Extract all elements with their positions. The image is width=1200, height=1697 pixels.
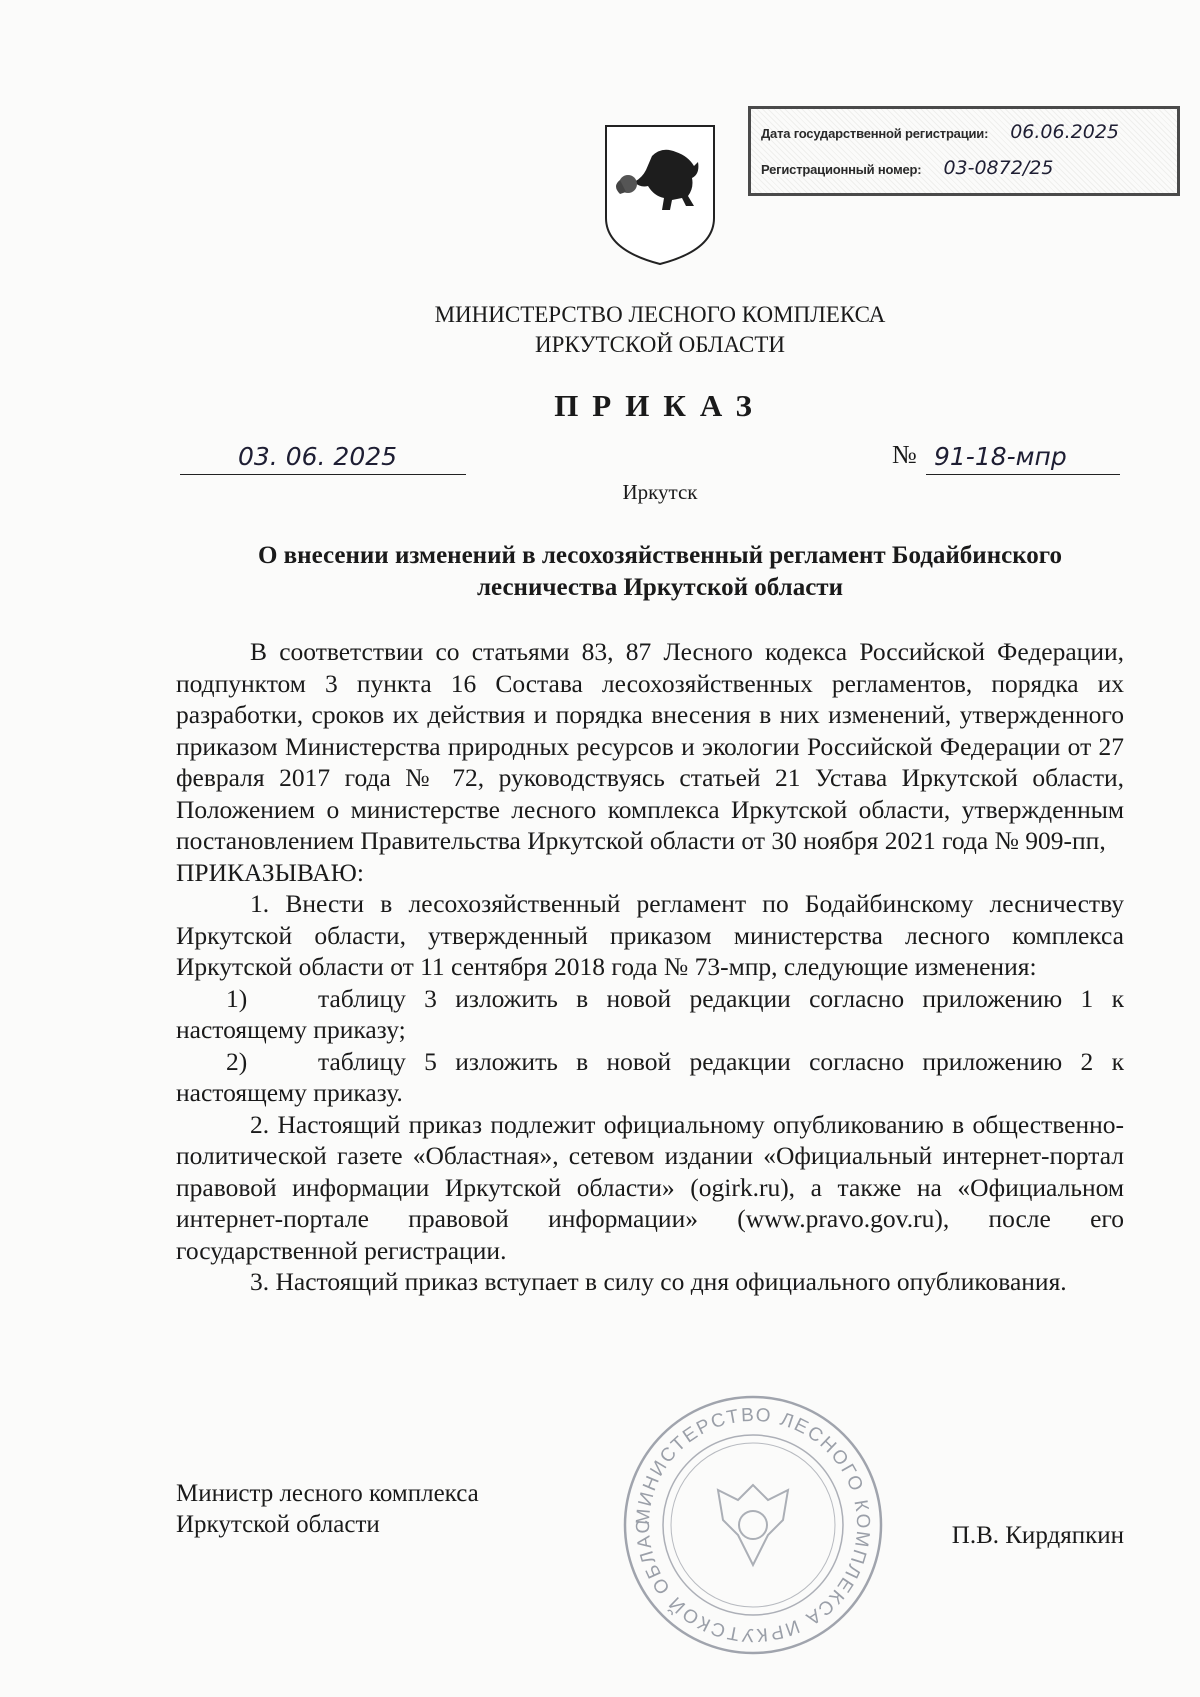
registration-stamp [748, 106, 1180, 196]
subitem-1-number: 1) [226, 983, 248, 1013]
registration-date-label: Дата государственной регистрации: [761, 126, 989, 141]
subitem-2-number: 2) [226, 1046, 248, 1076]
city-name: Иркутск [622, 480, 698, 504]
order-word: ПРИКАЗЫВАЮ: [176, 857, 364, 887]
registration-number-label: Регистрационный номер: [761, 162, 922, 177]
item-3-paragraph: 3. Настоящий приказ вступает в силу со дня официального опубликования. [250, 1267, 1067, 1296]
document-title [190, 540, 1130, 604]
order-date: 03. 06. 2025 [238, 442, 398, 471]
signer-position [176, 1478, 479, 1540]
official-seal [618, 1390, 888, 1660]
order-date-field [180, 444, 466, 475]
ministry-name-line2: ИРКУТСКОЙ ОБЛАСТИ [534, 332, 785, 357]
order-number-line [926, 444, 1120, 475]
signer-position-line2: Иркутской области [176, 1511, 380, 1538]
subitem-1-text: таблицу 3 изложить в новой редакции согласно приложению 1 к настоящему приказу; [176, 983, 1124, 1044]
item-1-paragraph: 1. Внести в лесохозяйственный регламент по Бодайбинскому лесничеству Иркутской области, утвержденный приказом министерства лесного комплекса Иркутской области от 11 сентября 2018 года № 73-мпр, следующие изменения: [176, 889, 1124, 981]
signer-position-line1: Министр лесного комплекса [176, 1480, 479, 1507]
registration-number-value: 03-0872/25 [943, 157, 1054, 179]
registration-date-value: 06.06.2025 [1010, 121, 1120, 143]
document-type-heading: ПРИКАЗ [554, 388, 766, 423]
item-2-paragraph: 2. Настоящий приказ подлежит официальному опубликованию в общественно-политической газете «Областная», сетевом издании «Официальный интернет-портал правовой информации Иркутской области» (ogirk.ru), а также на «Официальном интернет-портале правовой информации» (www.pravo.gov.ru), после его государственной регистрации. [176, 1109, 1124, 1265]
seal-text: МИНИСТЕРСТВО ЛЕСНОГО КОМПЛЕКСА ИРКУТСКОЙ ОБЛАС [632, 1404, 874, 1646]
number-sign: № [892, 440, 917, 469]
subitem-2-text: таблицу 5 изложить в новой редакции согласно приложению 2 к настоящему приказу. [176, 1046, 1124, 1107]
document-title-line2: лесничества Иркутской области [477, 574, 843, 601]
subitem-1 [176, 983, 1124, 1046]
subitem-2 [176, 1046, 1124, 1109]
order-number: 91-18-мпр [934, 442, 1067, 471]
signer-name: П.В. Кирдяпкин [951, 1522, 1124, 1549]
coat-of-arms-emblem [602, 122, 718, 268]
document-body [176, 636, 1124, 1298]
preamble-paragraph: В соответствии со статьями 83, 87 Лесного кодекса Российской Федерации, подпунктом 3 пункта 16 Состава лесохозяйственных регламентов, порядка их разработки, сроков их действия и порядка внесения в них изменений, утвержденного приказом Министерства природных ресурсов и экологии Российской Федерации от 27 февраля 2017 года № 72, руководствуясь статьей 21 Устава Иркутской области, Положением о министерстве лесного комплекса Иркутской области, утвержденным постановлением Правительства Иркутской области от 30 ноября 2021 года № 909-пп, [176, 637, 1124, 855]
document-title-line1: О внесении изменений в лесохозяйственный регламент Бодайбинского [257, 542, 1063, 569]
ministry-name-line1: МИНИСТЕРСТВО ЛЕСНОГО КОМПЛЕКСА [434, 302, 886, 327]
order-number-field [892, 440, 1122, 474]
